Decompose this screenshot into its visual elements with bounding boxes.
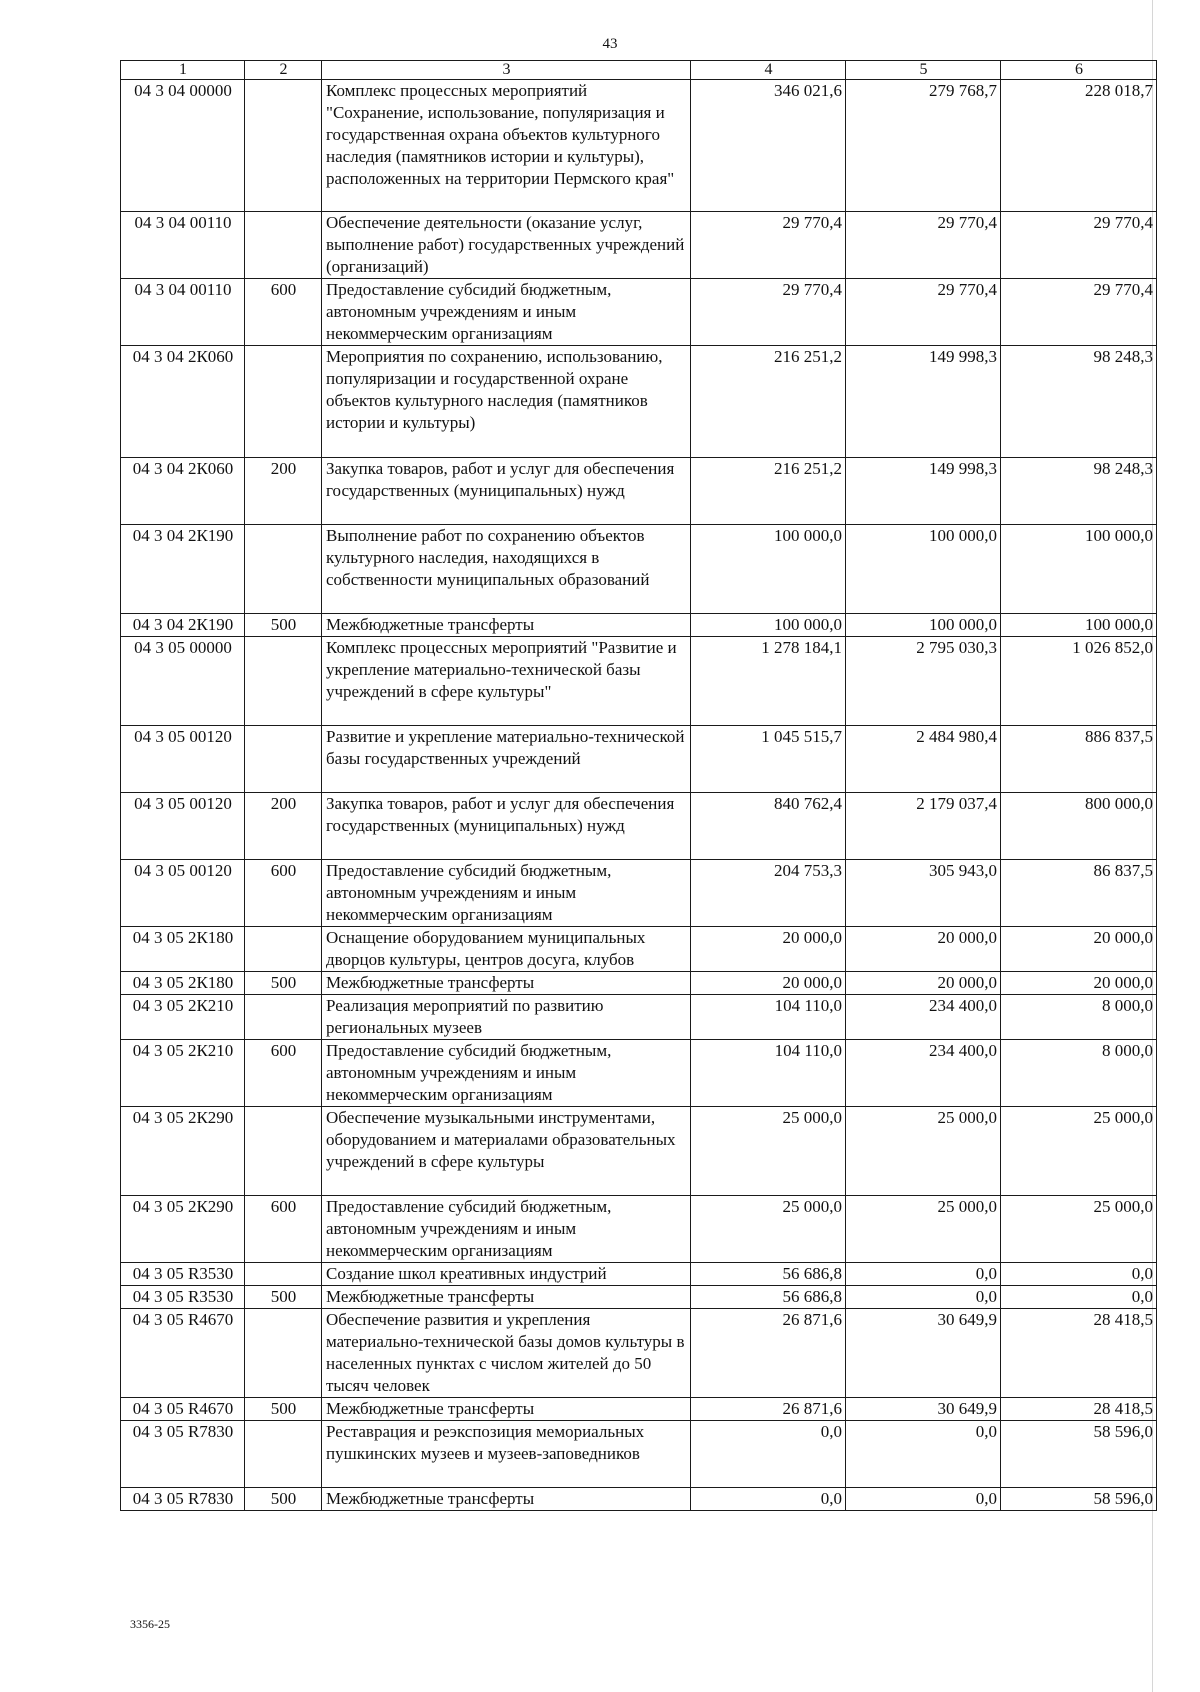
value-col5-cell: 29 770,4 — [846, 212, 1001, 279]
type-cell: 500 — [245, 972, 322, 995]
table-row — [121, 525, 1157, 614]
value-col6-cell: 800 000,0 — [1001, 793, 1157, 860]
table-row — [121, 1398, 1157, 1421]
value-col5-cell: 20 000,0 — [846, 972, 1001, 995]
value-col4-cell: 100 000,0 — [691, 614, 846, 637]
code-cell: 04 3 05 R7830 — [121, 1488, 245, 1511]
type-cell — [245, 1263, 322, 1286]
name-cell: Межбюджетные трансферты — [322, 1398, 691, 1421]
value-col5-cell: 279 768,7 — [846, 80, 1001, 212]
name-cell: Комплекс процессных мероприятий "Развитие и укрепление материально-технической базы учреждений в сфере культуры" — [322, 637, 691, 726]
table-row — [121, 860, 1157, 927]
name-cell: Межбюджетные трансферты — [322, 614, 691, 637]
table-row — [121, 1263, 1157, 1286]
value-col4-cell: 216 251,2 — [691, 346, 846, 458]
name-cell: Создание школ креативных индустрий — [322, 1263, 691, 1286]
value-col5-cell: 0,0 — [846, 1421, 1001, 1488]
name-cell: Обеспечение деятельности (оказание услуг, выполнение работ) государственных учреждений (организаций) — [322, 212, 691, 279]
name-cell: Закупка товаров, работ и услуг для обеспечения государственных (муниципальных) нужд — [322, 458, 691, 525]
table-row — [121, 637, 1157, 726]
type-cell — [245, 726, 322, 793]
code-cell: 04 3 04 00110 — [121, 212, 245, 279]
name-cell: Предоставление субсидий бюджетным, автономным учреждениям и иным некоммерческим организациям — [322, 1196, 691, 1263]
value-col5-cell: 0,0 — [846, 1263, 1001, 1286]
type-cell — [245, 1107, 322, 1196]
header-col-4: 4 — [691, 61, 846, 80]
value-col4-cell: 29 770,4 — [691, 212, 846, 279]
header-col-6: 6 — [1001, 61, 1157, 80]
value-col4-cell: 56 686,8 — [691, 1263, 846, 1286]
name-cell: Межбюджетные трансферты — [322, 1488, 691, 1511]
name-cell: Обеспечение музыкальными инструментами, оборудованием и материалами образовательных учреждений в сфере культуры — [322, 1107, 691, 1196]
type-cell: 600 — [245, 279, 322, 346]
value-col6-cell: 86 837,5 — [1001, 860, 1157, 927]
table-row — [121, 995, 1157, 1040]
value-col6-cell: 25 000,0 — [1001, 1107, 1157, 1196]
type-cell: 600 — [245, 1040, 322, 1107]
value-col6-cell: 29 770,4 — [1001, 212, 1157, 279]
code-cell: 04 3 05 R7830 — [121, 1421, 245, 1488]
value-col5-cell: 2 484 980,4 — [846, 726, 1001, 793]
code-cell: 04 3 05 2К210 — [121, 1040, 245, 1107]
value-col5-cell: 149 998,3 — [846, 458, 1001, 525]
code-cell: 04 3 05 R3530 — [121, 1263, 245, 1286]
name-cell: Межбюджетные трансферты — [322, 1286, 691, 1309]
value-col4-cell: 56 686,8 — [691, 1286, 846, 1309]
value-col5-cell: 305 943,0 — [846, 860, 1001, 927]
value-col4-cell: 25 000,0 — [691, 1107, 846, 1196]
value-col6-cell: 100 000,0 — [1001, 525, 1157, 614]
code-cell: 04 3 05 R3530 — [121, 1286, 245, 1309]
type-cell: 500 — [245, 614, 322, 637]
value-col5-cell: 0,0 — [846, 1488, 1001, 1511]
table-row — [121, 1488, 1157, 1511]
value-col4-cell: 1 045 515,7 — [691, 726, 846, 793]
value-col4-cell: 840 762,4 — [691, 793, 846, 860]
code-cell: 04 3 04 2К060 — [121, 458, 245, 525]
header-row — [121, 61, 1157, 80]
type-cell: 500 — [245, 1398, 322, 1421]
value-col5-cell: 25 000,0 — [846, 1107, 1001, 1196]
value-col6-cell: 29 770,4 — [1001, 279, 1157, 346]
name-cell: Предоставление субсидий бюджетным, автономным учреждениям и иным некоммерческим организациям — [322, 1040, 691, 1107]
value-col4-cell: 26 871,6 — [691, 1398, 846, 1421]
code-cell: 04 3 05 2К180 — [121, 927, 245, 972]
type-cell: 200 — [245, 793, 322, 860]
table-row — [121, 212, 1157, 279]
table-row — [121, 972, 1157, 995]
code-cell: 04 3 04 2К190 — [121, 525, 245, 614]
type-cell — [245, 80, 322, 212]
header-col-2: 2 — [245, 61, 322, 80]
value-col5-cell: 234 400,0 — [846, 995, 1001, 1040]
type-cell — [245, 927, 322, 972]
value-col6-cell: 20 000,0 — [1001, 927, 1157, 972]
value-col5-cell: 30 649,9 — [846, 1309, 1001, 1398]
value-col5-cell: 29 770,4 — [846, 279, 1001, 346]
value-col4-cell: 104 110,0 — [691, 995, 846, 1040]
value-col6-cell: 100 000,0 — [1001, 614, 1157, 637]
name-cell: Предоставление субсидий бюджетным, автономным учреждениям и иным некоммерческим организациям — [322, 279, 691, 346]
page-number: 43 — [602, 36, 618, 52]
value-col4-cell: 29 770,4 — [691, 279, 846, 346]
table-row — [121, 1196, 1157, 1263]
value-col6-cell: 28 418,5 — [1001, 1398, 1157, 1421]
value-col4-cell: 104 110,0 — [691, 1040, 846, 1107]
code-cell: 04 3 05 2К210 — [121, 995, 245, 1040]
value-col6-cell: 28 418,5 — [1001, 1309, 1157, 1398]
value-col5-cell: 0,0 — [846, 1286, 1001, 1309]
value-col5-cell: 149 998,3 — [846, 346, 1001, 458]
value-col6-cell: 886 837,5 — [1001, 726, 1157, 793]
type-cell — [245, 525, 322, 614]
type-cell — [245, 1309, 322, 1398]
table-row — [121, 346, 1157, 458]
value-col5-cell: 234 400,0 — [846, 1040, 1001, 1107]
value-col6-cell: 98 248,3 — [1001, 458, 1157, 525]
name-cell: Межбюджетные трансферты — [322, 972, 691, 995]
table-row — [121, 80, 1157, 212]
value-col6-cell: 0,0 — [1001, 1286, 1157, 1309]
value-col6-cell: 58 596,0 — [1001, 1421, 1157, 1488]
value-col6-cell: 0,0 — [1001, 1263, 1157, 1286]
value-col6-cell: 98 248,3 — [1001, 346, 1157, 458]
value-col5-cell: 2 795 030,3 — [846, 637, 1001, 726]
code-cell: 04 3 05 2К290 — [121, 1196, 245, 1263]
name-cell: Закупка товаров, работ и услуг для обеспечения государственных (муниципальных) нужд — [322, 793, 691, 860]
table-row — [121, 1421, 1157, 1488]
code-cell: 04 3 05 2К180 — [121, 972, 245, 995]
name-cell: Мероприятия по сохранению, использованию, популяризации и государственной охране объектов культурного наследия (памятников истории и культуры) — [322, 346, 691, 458]
name-cell: Обеспечение развития и укрепления материально-технической базы домов культуры в населенных пунктах с числом жителей до 50 тысяч человек — [322, 1309, 691, 1398]
type-cell: 500 — [245, 1488, 322, 1511]
value-col5-cell: 20 000,0 — [846, 927, 1001, 972]
value-col5-cell: 100 000,0 — [846, 525, 1001, 614]
name-cell: Реализация мероприятий по развитию региональных музеев — [322, 995, 691, 1040]
table-row — [121, 614, 1157, 637]
code-cell: 04 3 05 00120 — [121, 726, 245, 793]
value-col4-cell: 20 000,0 — [691, 972, 846, 995]
value-col4-cell: 0,0 — [691, 1488, 846, 1511]
header-col-5: 5 — [846, 61, 1001, 80]
code-cell: 04 3 05 2К290 — [121, 1107, 245, 1196]
name-cell: Развитие и укрепление материально-технической базы государственных учреждений — [322, 726, 691, 793]
code-cell: 04 3 04 00000 — [121, 80, 245, 212]
value-col6-cell: 1 026 852,0 — [1001, 637, 1157, 726]
value-col6-cell: 20 000,0 — [1001, 972, 1157, 995]
table-row — [121, 1309, 1157, 1398]
value-col5-cell: 100 000,0 — [846, 614, 1001, 637]
type-cell — [245, 1421, 322, 1488]
table-row — [121, 1040, 1157, 1107]
name-cell: Реставрация и реэкспозиция мемориальных пушкинских музеев и музеев-заповедников — [322, 1421, 691, 1488]
value-col4-cell: 100 000,0 — [691, 525, 846, 614]
table-row — [121, 1286, 1157, 1309]
code-cell: 04 3 05 00120 — [121, 860, 245, 927]
value-col5-cell: 25 000,0 — [846, 1196, 1001, 1263]
name-cell: Комплекс процессных мероприятий "Сохранение, использование, популяризация и государственная охрана объектов культурного наследия (памятников истории и культуры), расположенных на территории Пермского края" — [322, 80, 691, 212]
type-cell — [245, 995, 322, 1040]
name-cell: Оснащение оборудованием муниципальных дворцов культуры, центров досуга, клубов — [322, 927, 691, 972]
code-cell: 04 3 05 00120 — [121, 793, 245, 860]
value-col4-cell: 25 000,0 — [691, 1196, 846, 1263]
name-cell: Предоставление субсидий бюджетным, автономным учреждениям и иным некоммерческим организациям — [322, 860, 691, 927]
type-cell — [245, 212, 322, 279]
value-col4-cell: 1 278 184,1 — [691, 637, 846, 726]
code-cell: 04 3 05 00000 — [121, 637, 245, 726]
value-col4-cell: 346 021,6 — [691, 80, 846, 212]
table-row — [121, 458, 1157, 525]
type-cell: 600 — [245, 1196, 322, 1263]
header-col-1: 1 — [121, 61, 245, 80]
name-cell: Выполнение работ по сохранению объектов культурного наследия, находящихся в собственности муниципальных образований — [322, 525, 691, 614]
value-col6-cell: 8 000,0 — [1001, 1040, 1157, 1107]
value-col4-cell: 204 753,3 — [691, 860, 846, 927]
code-cell: 04 3 04 2К060 — [121, 346, 245, 458]
value-col4-cell: 20 000,0 — [691, 927, 846, 972]
table-row — [121, 927, 1157, 972]
value-col5-cell: 2 179 037,4 — [846, 793, 1001, 860]
value-col4-cell: 216 251,2 — [691, 458, 846, 525]
type-cell: 500 — [245, 1286, 322, 1309]
type-cell — [245, 346, 322, 458]
code-cell: 04 3 04 2К190 — [121, 614, 245, 637]
table-row — [121, 793, 1157, 860]
code-cell: 04 3 04 00110 — [121, 279, 245, 346]
value-col5-cell: 30 649,9 — [846, 1398, 1001, 1421]
table-row — [121, 279, 1157, 346]
code-cell: 04 3 05 R4670 — [121, 1398, 245, 1421]
code-cell: 04 3 05 R4670 — [121, 1309, 245, 1398]
document-id: 3356-25 — [130, 1617, 170, 1631]
table-row — [121, 1107, 1157, 1196]
budget-table — [120, 60, 1157, 1511]
type-cell — [245, 637, 322, 726]
value-col6-cell: 58 596,0 — [1001, 1488, 1157, 1511]
value-col4-cell: 0,0 — [691, 1421, 846, 1488]
value-col6-cell: 228 018,7 — [1001, 80, 1157, 212]
value-col6-cell: 8 000,0 — [1001, 995, 1157, 1040]
type-cell: 200 — [245, 458, 322, 525]
header-col-3: 3 — [322, 61, 691, 80]
table-row — [121, 726, 1157, 793]
type-cell: 600 — [245, 860, 322, 927]
value-col6-cell: 25 000,0 — [1001, 1196, 1157, 1263]
value-col4-cell: 26 871,6 — [691, 1309, 846, 1398]
